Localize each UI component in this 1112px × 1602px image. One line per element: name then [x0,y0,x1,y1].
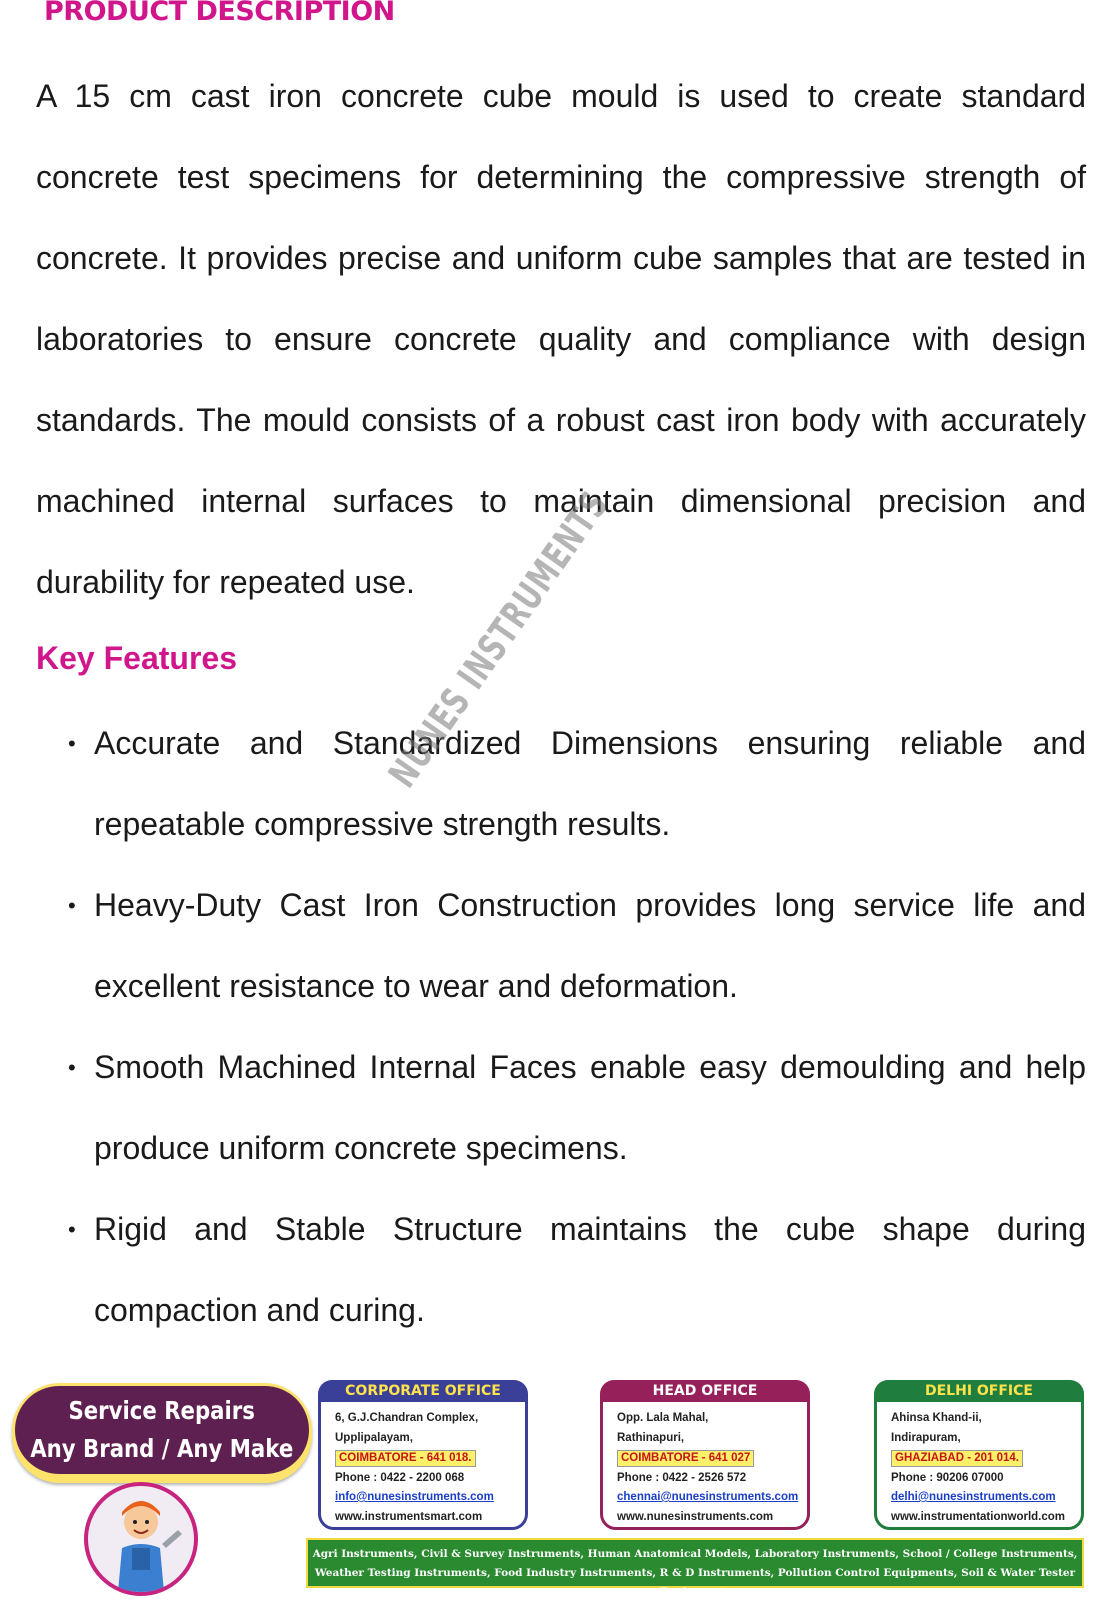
office-title: DELHI OFFICE [874,1380,1084,1402]
address-line: Upplipalayam, [335,1431,413,1444]
key-features-list [36,703,1086,1351]
banner-line-1: Agri Instruments, Civil & Survey Instruments, Human Anatomical Models, Laboratory Instruments, School / College Instruments, [312,1548,1078,1560]
address-line: Opp. Lala Mahal, [617,1412,709,1424]
corporate-office-card [318,1380,528,1530]
address-line: Indirapuram, [891,1431,961,1444]
head-office-card [600,1380,810,1530]
email-link[interactable]: chennai@nunesinstruments.com [617,1491,799,1503]
watermark: NUNES INSTRUMENTS [380,483,617,796]
feature-item [36,1189,1086,1351]
feature-item [36,703,1086,865]
feature-text: Rigid and Stable Structure maintains the cube shape during compaction and curing. [94,1211,1086,1328]
email-link[interactable]: delhi@nunesinstruments.com [891,1491,1056,1503]
website-link[interactable]: www.instrumentsmart.com [335,1510,483,1523]
city-badge: COIMBATORE - 641 018. [335,1450,476,1467]
office-title: CORPORATE OFFICE [318,1380,528,1402]
product-categories-banner [306,1538,1084,1598]
address-line: Rathinapuri, [617,1431,685,1444]
mechanic-mascot-icon [84,1482,198,1596]
product-description-heading: PRODUCT DESCRIPTION [44,0,395,27]
city-badge: GHAZIABAD - 201 014. [891,1450,1023,1467]
feature-text: Smooth Machined Internal Faces enable easy demoulding and help produce uniform concrete specimens. [94,1049,1086,1166]
bullet-icon: • [68,1055,76,1080]
address-line: 6, G.J.Chandran Complex, [335,1412,479,1424]
website-link[interactable]: www.instrumentationworld.com [891,1510,1065,1523]
delhi-office-card [874,1380,1084,1530]
key-features-heading: Key Features [36,640,237,676]
city-badge: COIMBATORE - 641 027 [617,1450,754,1467]
banner-line-2: Weather Testing Instruments, Food Industry Instruments, R & D Instruments, Pollution Control Equipments, Soil & Water Tester Equipments [314,1567,1076,1598]
phone-text: Phone : 90206 07000 [891,1471,1004,1484]
phone-text: Phone : 0422 - 2200 068 [335,1471,465,1484]
phone-text: Phone : 0422 - 2526 572 [617,1471,747,1484]
feature-item [36,865,1086,1027]
feature-item [36,1027,1086,1189]
feature-text: Heavy-Duty Cast Iron Construction provides long service life and excellent resistance to wear and deformation. [94,887,1086,1004]
bullet-icon: • [68,731,76,756]
service-line-1: Service Repairs [68,1396,256,1425]
website-link[interactable]: www.nunesinstruments.com [617,1510,774,1523]
email-link[interactable]: info@nunesinstruments.com [335,1491,494,1503]
feature-text: Accurate and Standardized Dimensions ensuring reliable and repeatable compressive strength results. [94,725,1086,842]
bullet-icon: • [68,1217,76,1242]
service-line-2: Any Brand / Any Make [30,1434,294,1463]
product-description-text: A 15 cm cast iron concrete cube mould is used to create standard concrete test specimens for determining the compressive strength of concrete. It provides precise and uniform cube samples that are tested in laboratories to ensure concrete quality and compliance with design standards. The mould consists of a robust cast iron body with accurately machined internal surfaces to maintain dimensional precision and durability for repeated use. [36,78,1086,600]
office-title: HEAD OFFICE [600,1380,810,1402]
service-repairs-badge [12,1383,312,1483]
address-line: Ahinsa Khand-ii, [891,1412,982,1424]
bullet-icon: • [68,893,76,918]
